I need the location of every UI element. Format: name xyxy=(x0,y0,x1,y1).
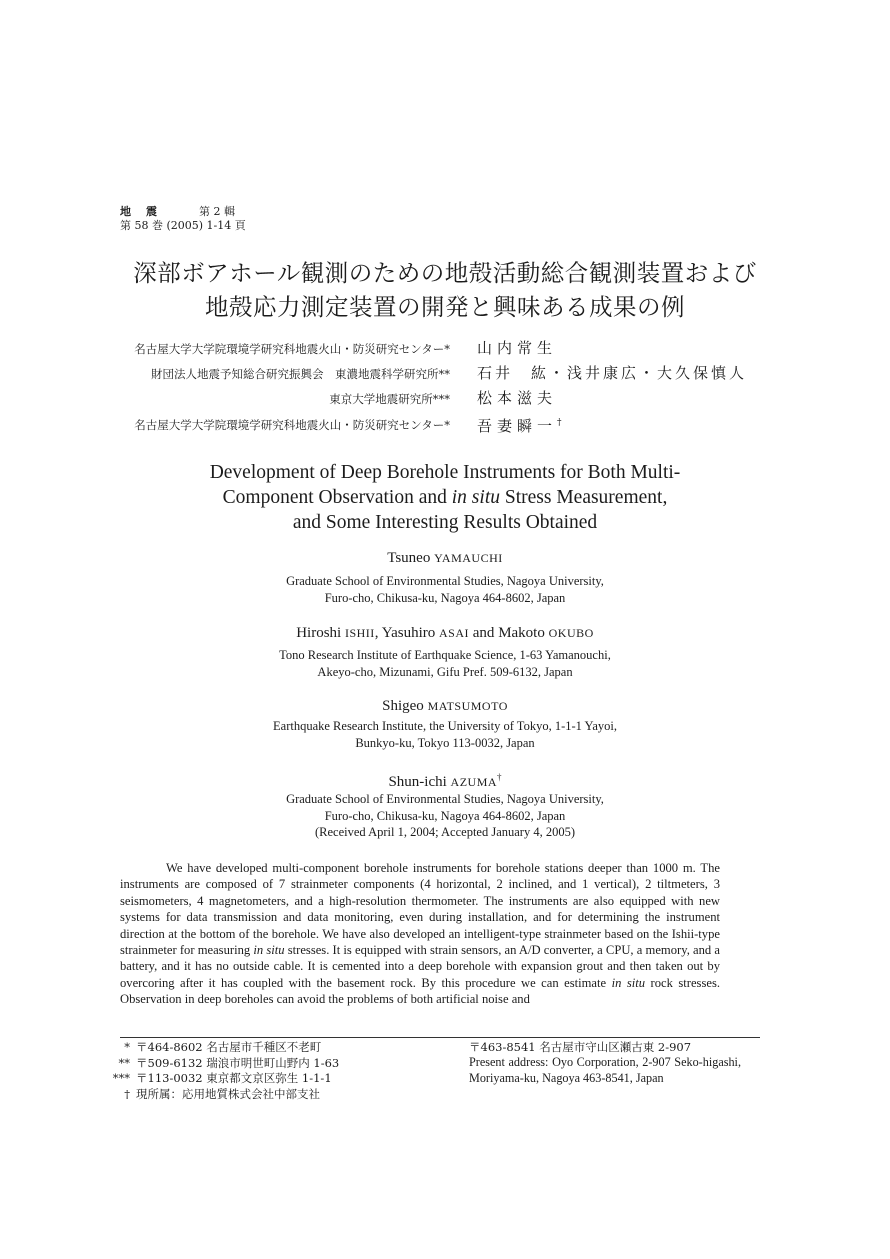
affiliation-jp-4: 名古屋大学大学院環境学研究科地震火山・防災研究センター* xyxy=(134,418,450,432)
author-en-2: Hiroshi ISHII, Yasuhiro ASAI and Makoto OKUBO xyxy=(296,625,594,641)
journal-name: 地 震 xyxy=(120,205,159,218)
author-jp-3: 松本滋夫 xyxy=(477,389,558,407)
affiliation-jp-1: 名古屋大学大学院環境学研究科地震火山・防災研究センター* xyxy=(134,342,450,356)
affiliation-jp-3: 東京大学地震研究所*** xyxy=(329,392,450,406)
dagger-mark: † xyxy=(557,418,562,428)
author-jp-1: 山内常生 xyxy=(477,339,558,357)
title-english-line-1: Development of Deep Borehole Instruments for Both Multi- xyxy=(209,462,681,483)
footnote-2: ** 〒509-6132 瑞浪市明世町山野内 1-63 xyxy=(118,1055,340,1070)
title-japanese-line-2: 地殻応力測定装置の開発と興味ある成果の例 xyxy=(205,293,685,321)
affiliation-en-1: Graduate School of Environmental Studies, Nagoya University, Furo-cho, Chikusa-ku, Nagoya 464-8602, Japan xyxy=(286,574,604,605)
affiliation-en-2: Tono Research Institute of Earthquake Science, 1-63 Yamanouchi, Akeyo-cho, Mizunami, Gifu Pref. 509-6132, Japan xyxy=(279,648,611,679)
footnote-1: * 〒464-8602 名古屋市千種区不老町 xyxy=(124,1040,322,1054)
received-accepted-dates: (Received April 1, 2004; Accepted January 4, 2005) xyxy=(315,825,575,839)
title-english xyxy=(0,460,890,535)
affiliation-jp-2: 財団法人地震予知総合研究振興会 東濃地震科学研究所** xyxy=(151,367,450,381)
affiliation-en-4: Graduate School of Environmental Studies, Nagoya University, Furo-cho, Chikusa-ku, Nagoya 464-8602, Japan xyxy=(286,792,604,823)
journal-header xyxy=(120,205,246,233)
footnote-right-present-address: Present address: Oyo Corporation, 2-907 Seko-higashi, Moriyama-ku, Nagoya 463-8541, Japan xyxy=(469,1055,741,1085)
footnote-right-address: 〒463-8541 名古屋市守山区瀬古東 2-907 xyxy=(469,1040,692,1054)
footnote-divider xyxy=(120,1037,760,1038)
title-english-line-2: Component Observation and in situ Stress Measurement, xyxy=(222,487,668,508)
journal-volume-pages: 第 58 巻 (2005) 1-14 頁 xyxy=(120,219,246,232)
footnote-4: † 現所属：応用地質株式会社中部支社 xyxy=(124,1086,320,1101)
title-japanese-line-1: 深部ボアホール観測のための地殻活動総合観測装置および xyxy=(133,259,757,287)
author-en-1: Tsuneo YAMAUCHI xyxy=(387,550,503,566)
footnotes-left xyxy=(100,1040,339,1102)
author-jp-4: 吾妻瞬一† xyxy=(477,417,562,435)
abstract: We have developed multi-component borehole instruments for borehole stations deeper than 1000 m. The instruments are composed of 7 strainmeter components (4 horizontal, 2 inclined, and 1 vertical), 2 tiltmeters, 3 seismometers, 4 magnetometers, and a high-resolution thermometer. The instruments are also equipped with new systems for data transmission and data monitoring, even during installation, and for determining the instrument direction at the bottom of the borehole. We have also developed an intelligent-type strainmeter based on the Ishii-type strainmeter for measuring in situ stresses. It is equipped with strain sensors, an A/D converter, a CPU, a memory, and a battery, and it has no outside cable. It is cemented into a deep borehole with expansion grout and then taken out by overcoring after it has coupled with the basement rock. By this procedure we can estimate in situ rock stresses. Observation in deep boreholes can avoid the problems of both artificial noise and xyxy=(120,861,720,1007)
title-japanese xyxy=(0,256,890,324)
journal-series: 第 2 輯 xyxy=(199,205,235,218)
footnote-3: *** 〒113-0032 東京都文京区弥生 1-1-1 xyxy=(112,1071,332,1085)
author-en-4: Shun-ichi AZUMA† xyxy=(388,772,502,790)
author-en-3: Shigeo MATSUMOTO xyxy=(382,698,508,714)
title-english-line-3: and Some Interesting Results Obtained xyxy=(292,512,598,533)
affiliation-en-3: Earthquake Research Institute, the University of Tokyo, 1-1-1 Yayoi, Bunkyo-ku, Tokyo 113-0032, Japan xyxy=(273,719,617,750)
dagger-mark: † xyxy=(497,772,502,782)
author-jp-2: 石井 紘・浅井康広・大久保慎人 xyxy=(477,364,748,382)
